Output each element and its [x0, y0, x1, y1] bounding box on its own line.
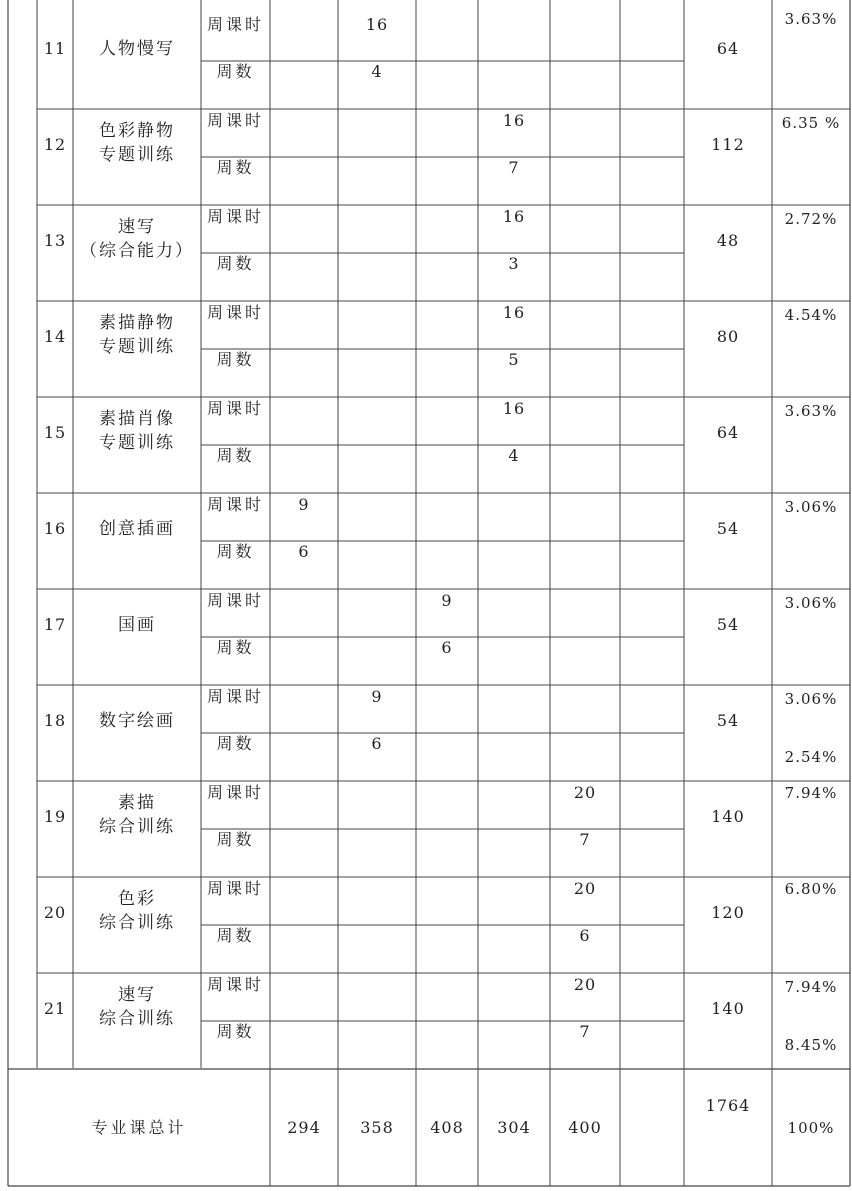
term-weekly-hours [620, 289, 684, 336]
term-weeks [270, 1008, 338, 1055]
term-weeks [478, 528, 550, 575]
term-weekly-hours [620, 481, 684, 528]
course-number: 17 [43, 615, 67, 634]
term-weeks [550, 432, 620, 479]
term-weeks [338, 528, 416, 575]
course-name-line: 数字绘画 [99, 711, 175, 731]
course-number: 16 [43, 519, 67, 538]
weekly-hours-label: 周课时 [206, 782, 264, 802]
course-name [73, 1, 201, 97]
term-weekly-hours [620, 193, 684, 240]
course-number: 14 [43, 327, 67, 346]
course-name [73, 673, 201, 769]
weeks-label: 周数 [216, 925, 255, 945]
term-weekly-hours [338, 385, 416, 432]
course-name-line: 人物慢写 [99, 39, 175, 59]
term-weeks [478, 1008, 550, 1055]
course-name-line: 速写 [118, 985, 156, 1005]
term-weekly-hours [550, 1, 620, 48]
course-name-line: 素描肖像 [99, 409, 175, 429]
term-weekly-hours: 16 [502, 110, 526, 130]
term-weeks: 7 [579, 1021, 591, 1041]
course-name-line: 综合训练 [99, 1009, 175, 1029]
course-total-hours: 54 [716, 519, 740, 538]
term-weekly-hours [416, 769, 478, 816]
course-name-line: 速写 [118, 217, 156, 237]
weekly-hours-label: 周课时 [206, 974, 264, 994]
term-weekly-hours [478, 577, 550, 624]
course-percentage: 3.06% [784, 690, 838, 708]
course-percentage: 2.72% [784, 210, 838, 228]
weekly-hours-label: 周课时 [206, 206, 264, 226]
course-name [73, 97, 201, 193]
term-weeks [620, 720, 684, 767]
term-weeks: 4 [371, 61, 383, 81]
course-name [73, 577, 201, 673]
course-name [73, 193, 201, 289]
weekly-hours-label: 周课时 [206, 878, 264, 898]
weekly-hours-label: 周课时 [206, 110, 264, 130]
term-weeks [338, 816, 416, 863]
term-weeks [550, 144, 620, 191]
term-weekly-hours [478, 961, 550, 1008]
term-weeks [478, 912, 550, 959]
term-weekly-hours: 20 [573, 878, 597, 898]
weeks-label: 周数 [216, 253, 255, 273]
term-weekly-hours [416, 865, 478, 912]
term-weeks [620, 240, 684, 287]
term-weeks: 6 [579, 925, 591, 945]
term-weekly-hours [338, 97, 416, 144]
term-weekly-hours [270, 769, 338, 816]
term-weeks [416, 336, 478, 383]
term-weeks [338, 336, 416, 383]
course-percentage-note: 8.45% [784, 1036, 838, 1054]
term-weekly-hours [270, 577, 338, 624]
term-weekly-hours [550, 289, 620, 336]
term-weeks: 7 [508, 157, 520, 177]
course-name-line: 综合训练 [99, 913, 175, 933]
term-weeks: 6 [298, 541, 310, 561]
weeks-label: 周数 [216, 733, 255, 753]
term-weekly-hours [620, 865, 684, 912]
summary-term-total: 400 [568, 1118, 602, 1137]
term-weeks [620, 432, 684, 479]
term-weeks [338, 432, 416, 479]
course-name-line: 专题训练 [99, 145, 175, 165]
course-name [73, 865, 201, 961]
weeks-label: 周数 [216, 445, 255, 465]
course-name-line: 色彩静物 [99, 121, 175, 141]
course-percentage: 3.06% [784, 594, 838, 612]
term-weekly-hours: 20 [573, 782, 597, 802]
term-weeks [478, 720, 550, 767]
weekly-hours-label: 周课时 [206, 686, 264, 706]
term-weekly-hours [620, 385, 684, 432]
weeks-label: 周数 [216, 349, 255, 369]
weeks-label: 周数 [216, 1021, 255, 1041]
term-weekly-hours [270, 97, 338, 144]
term-weekly-hours [550, 577, 620, 624]
summary-percentage: 100% [787, 1119, 835, 1137]
term-weekly-hours: 9 [298, 494, 310, 514]
course-name-line: 国画 [118, 615, 156, 635]
course-total-hours: 80 [716, 327, 740, 346]
term-weekly-hours: 16 [365, 14, 389, 34]
term-weekly-hours [338, 961, 416, 1008]
course-number: 19 [43, 807, 67, 826]
term-weekly-hours [478, 481, 550, 528]
weeks-label: 周数 [216, 157, 255, 177]
term-weekly-hours [270, 289, 338, 336]
weeks-label: 周数 [216, 61, 255, 81]
course-name-line: 素描静物 [99, 313, 175, 333]
term-weeks [338, 240, 416, 287]
weeks-label: 周数 [216, 541, 255, 561]
term-weeks [338, 624, 416, 671]
term-weeks [270, 624, 338, 671]
term-weeks [416, 720, 478, 767]
summary-grand-total: 1764 [705, 1096, 751, 1115]
term-weeks [550, 240, 620, 287]
course-name [73, 481, 201, 577]
course-name [73, 961, 201, 1057]
term-weekly-hours [550, 673, 620, 720]
term-weeks [270, 240, 338, 287]
term-weeks [338, 912, 416, 959]
term-weekly-hours [416, 385, 478, 432]
term-weeks [270, 816, 338, 863]
term-weekly-hours [550, 193, 620, 240]
term-weeks [416, 144, 478, 191]
term-weeks [270, 720, 338, 767]
term-weekly-hours: 20 [573, 974, 597, 994]
weekly-hours-label: 周课时 [206, 398, 264, 418]
term-weeks: 5 [508, 349, 520, 369]
term-weeks [620, 144, 684, 191]
course-percentage: 3.06% [784, 498, 838, 516]
term-weekly-hours [270, 385, 338, 432]
term-weeks [620, 816, 684, 863]
term-weekly-hours [478, 769, 550, 816]
term-weekly-hours [478, 1, 550, 48]
term-weeks [550, 624, 620, 671]
term-weeks [620, 336, 684, 383]
term-weekly-hours [620, 769, 684, 816]
term-weekly-hours: 9 [441, 590, 453, 610]
course-percentage: 6.80% [784, 880, 838, 898]
term-weekly-hours [416, 289, 478, 336]
term-weekly-hours [416, 193, 478, 240]
course-name-line: 专题训练 [99, 337, 175, 357]
course-total-hours: 48 [716, 231, 740, 250]
course-name-line: 专题训练 [99, 433, 175, 453]
term-weekly-hours [620, 673, 684, 720]
term-weeks [478, 624, 550, 671]
summary-term-total [620, 1070, 684, 1186]
term-weekly-hours [416, 481, 478, 528]
weekly-hours-label: 周课时 [206, 302, 264, 322]
course-total-hours: 112 [711, 135, 745, 154]
term-weekly-hours [270, 1, 338, 48]
term-weekly-hours [620, 577, 684, 624]
course-percentage: 3.63% [784, 10, 838, 28]
term-weekly-hours [270, 961, 338, 1008]
term-weeks: 6 [441, 637, 453, 657]
term-weeks [338, 144, 416, 191]
summary-term-total: 304 [497, 1118, 531, 1137]
weeks-label: 周数 [216, 829, 255, 849]
course-name [73, 385, 201, 481]
term-weeks [416, 912, 478, 959]
term-weekly-hours [270, 865, 338, 912]
weekly-hours-label: 周课时 [206, 590, 264, 610]
term-weeks [416, 816, 478, 863]
course-name [73, 289, 201, 385]
course-total-hours: 64 [716, 423, 740, 442]
term-weeks [338, 1008, 416, 1055]
term-weeks: 7 [579, 829, 591, 849]
course-number: 15 [43, 423, 67, 442]
term-weeks [550, 48, 620, 95]
course-total-hours: 54 [716, 711, 740, 730]
summary-term-total: 294 [287, 1118, 321, 1137]
course-total-hours: 64 [716, 39, 740, 58]
term-weeks [478, 48, 550, 95]
weekly-hours-label: 周课时 [206, 14, 264, 34]
term-weekly-hours [338, 577, 416, 624]
weeks-label: 周数 [216, 637, 255, 657]
course-total-hours: 140 [711, 999, 745, 1018]
term-weeks: 6 [371, 733, 383, 753]
course-name-line: （综合能力） [80, 241, 194, 261]
course-percentage-note: 2.54% [784, 748, 838, 766]
term-weeks [478, 816, 550, 863]
term-weeks [620, 528, 684, 575]
term-weeks [550, 528, 620, 575]
course-name [73, 769, 201, 865]
term-weekly-hours [338, 865, 416, 912]
term-weekly-hours: 9 [371, 686, 383, 706]
course-name-line: 综合训练 [99, 817, 175, 837]
term-weekly-hours [338, 193, 416, 240]
course-percentage: 7.94% [784, 784, 838, 802]
term-weeks [620, 624, 684, 671]
course-name-line: 创意插画 [99, 519, 175, 539]
course-number: 11 [43, 39, 67, 58]
course-percentage: 4.54% [784, 306, 838, 324]
course-number: 21 [43, 999, 67, 1018]
term-weeks [416, 48, 478, 95]
term-weeks [620, 912, 684, 959]
summary-label: 专业课总计 [91, 1118, 187, 1137]
term-weekly-hours [416, 961, 478, 1008]
course-number: 20 [43, 903, 67, 922]
term-weeks [550, 720, 620, 767]
term-weeks [270, 432, 338, 479]
term-weeks [620, 48, 684, 95]
term-weeks [416, 432, 478, 479]
term-weekly-hours: 16 [502, 398, 526, 418]
term-weekly-hours [620, 961, 684, 1008]
term-weekly-hours [478, 673, 550, 720]
course-number: 18 [43, 711, 67, 730]
course-number: 13 [43, 231, 67, 250]
course-number: 12 [43, 135, 67, 154]
term-weekly-hours [338, 769, 416, 816]
weekly-hours-label: 周课时 [206, 494, 264, 514]
term-weeks [550, 336, 620, 383]
summary-term-total: 408 [430, 1118, 464, 1137]
term-weekly-hours [416, 1, 478, 48]
course-total-hours: 54 [716, 615, 740, 634]
term-weeks: 3 [508, 253, 520, 273]
term-weeks [416, 1008, 478, 1055]
term-weekly-hours: 16 [502, 206, 526, 226]
course-percentage: 3.63% [784, 402, 838, 420]
term-weeks [270, 336, 338, 383]
term-weekly-hours [270, 673, 338, 720]
course-name-line: 素描 [118, 793, 156, 813]
course-total-hours: 140 [711, 807, 745, 826]
course-percentage: 6.35 % [781, 114, 841, 132]
course-total-hours: 120 [711, 903, 745, 922]
term-weeks [270, 912, 338, 959]
term-weeks [416, 528, 478, 575]
course-name-line: 色彩 [118, 889, 156, 909]
term-weekly-hours [620, 1, 684, 48]
term-weekly-hours [550, 385, 620, 432]
term-weekly-hours [550, 481, 620, 528]
term-weekly-hours [338, 481, 416, 528]
term-weekly-hours [416, 97, 478, 144]
term-weekly-hours: 16 [502, 302, 526, 322]
term-weekly-hours [270, 193, 338, 240]
term-weeks [270, 48, 338, 95]
term-weekly-hours [416, 673, 478, 720]
summary-term-total: 358 [360, 1118, 394, 1137]
course-percentage: 7.94% [784, 978, 838, 996]
term-weeks [270, 144, 338, 191]
term-weekly-hours [338, 289, 416, 336]
term-weekly-hours [478, 865, 550, 912]
term-weekly-hours [550, 97, 620, 144]
term-weeks: 4 [508, 445, 520, 465]
term-weeks [416, 240, 478, 287]
term-weekly-hours [620, 97, 684, 144]
term-weeks [620, 1008, 684, 1055]
